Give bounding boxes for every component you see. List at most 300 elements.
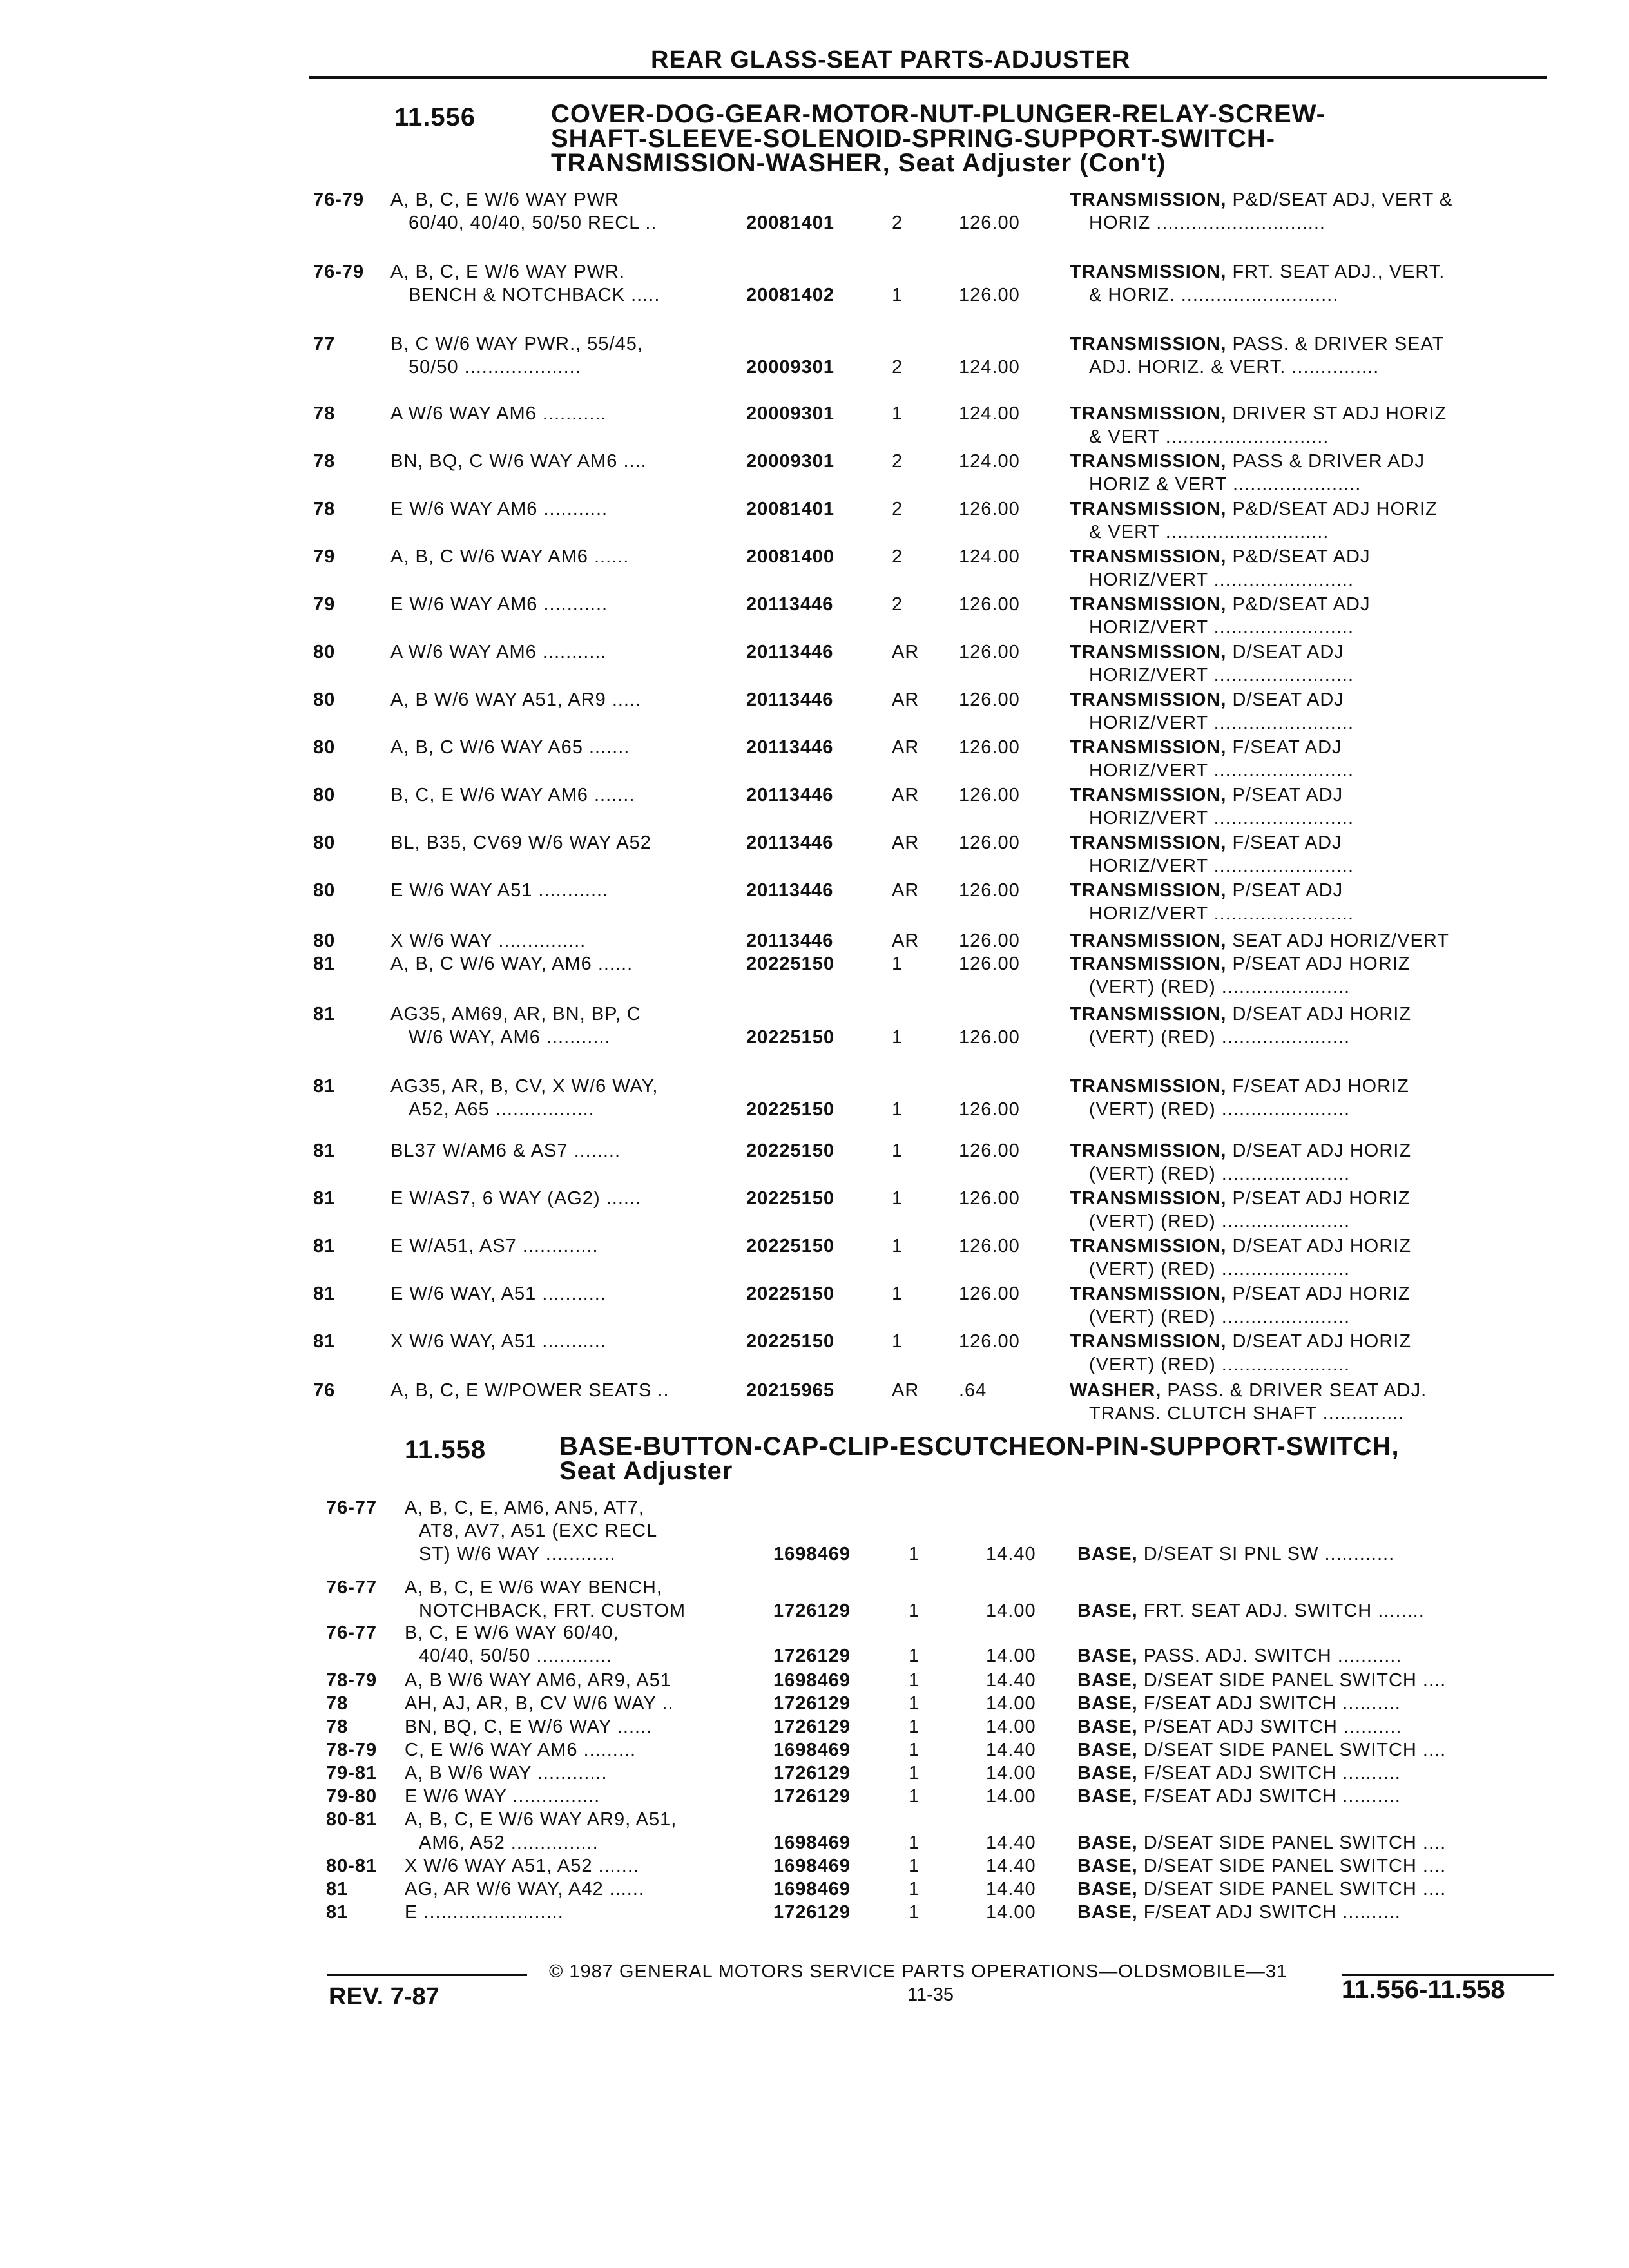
quantity: AR — [892, 1380, 920, 1401]
application: A, B, C, E W/6 WAY AR9, A51, — [405, 1809, 677, 1830]
application: E W/6 WAY, A51 ........... — [390, 1283, 606, 1304]
part-description — [1077, 1785, 1401, 1808]
model-year: 80 — [313, 642, 336, 662]
application: AG, AR W/6 WAY, A42 ...... — [405, 1879, 644, 1899]
part-name: TRANSMISSION, — [1070, 499, 1227, 519]
part-description-text: D/SEAT SIDE PANEL SWITCH .... — [1143, 1832, 1447, 1853]
application: A, B, C, E, AM6, AN5, AT7, — [405, 1497, 644, 1518]
model-year: 81 — [313, 1283, 336, 1304]
part-description — [1070, 640, 1344, 664]
part-description-text: SEAT ADJ HORIZ/VERT — [1232, 930, 1449, 951]
model-year: 81 — [326, 1902, 349, 1923]
application: BN, BQ, C W/6 WAY AM6 .... — [390, 451, 647, 472]
section-range: 11.556-11.558 — [1342, 1975, 1505, 2004]
part-description — [1070, 545, 1370, 568]
part-description-text: D/SEAT SI PNL SW ............ — [1143, 1544, 1395, 1564]
section-title-line: BASE-BUTTON-CAP-CLIP-ESCUTCHEON-PIN-SUPPORT-SWITCH, — [559, 1432, 1400, 1461]
price: 14.40 — [986, 1832, 1036, 1853]
model-year: 78 — [326, 1693, 349, 1714]
price: 14.00 — [986, 1600, 1036, 1621]
section-title-line: SHAFT-SLEEVE-SOLENOID-SPRING-SUPPORT-SWITCH- — [551, 124, 1276, 153]
model-year: 79 — [313, 546, 336, 567]
part-number: 1698469 — [773, 1832, 851, 1853]
section-number: 11.558 — [405, 1436, 487, 1464]
price: 126.00 — [959, 737, 1020, 758]
quantity: 1 — [909, 1716, 920, 1737]
part-description-cont: (VERT) (RED) ...................... — [1089, 1099, 1351, 1120]
part-name: TRANSMISSION, — [1070, 1331, 1227, 1352]
part-description-text: PASS. & DRIVER SEAT — [1232, 334, 1445, 354]
model-year: 80 — [313, 880, 336, 901]
part-name: WASHER, — [1070, 1380, 1162, 1401]
part-description-cont: HORIZ/VERT ........................ — [1089, 570, 1354, 590]
application: BN, BQ, C, E W/6 WAY ...... — [405, 1716, 653, 1737]
part-description-text: PASS. & DRIVER SEAT ADJ. — [1167, 1380, 1427, 1401]
part-number: 20225150 — [746, 1027, 835, 1048]
part-description — [1077, 1692, 1401, 1715]
part-description-cont: HORIZ/VERT ........................ — [1089, 856, 1354, 876]
part-description — [1070, 1379, 1427, 1402]
model-year: 81 — [313, 1076, 336, 1097]
part-name: TRANSMISSION, — [1070, 689, 1227, 710]
part-description — [1077, 1599, 1425, 1622]
part-description — [1070, 1235, 1411, 1258]
part-description-cont: HORIZ/VERT ........................ — [1089, 903, 1354, 924]
quantity: 1 — [892, 1283, 903, 1304]
model-year: 80-81 — [326, 1809, 378, 1830]
application-cont: 40/40, 50/50 ............. — [419, 1646, 613, 1666]
quantity: 1 — [892, 285, 903, 305]
application: B, C, E W/6 WAY 60/40, — [405, 1622, 619, 1643]
section-number: 11.556 — [394, 103, 476, 131]
quantity: 1 — [892, 1027, 903, 1048]
part-description-text: P&D/SEAT ADJ, VERT & — [1232, 189, 1453, 210]
price: 14.00 — [986, 1716, 1036, 1737]
quantity: 2 — [892, 213, 903, 233]
model-year: 79-81 — [326, 1763, 378, 1783]
part-description — [1070, 593, 1370, 616]
part-name: TRANSMISSION, — [1070, 546, 1227, 567]
model-year: 76-79 — [313, 189, 365, 210]
price: 14.00 — [986, 1786, 1036, 1807]
part-description-cont: (VERT) (RED) ...................... — [1089, 1027, 1351, 1048]
quantity: 1 — [892, 1099, 903, 1120]
application-cont: 60/40, 40/40, 50/50 RECL .. — [409, 213, 657, 233]
part-description-text: D/SEAT ADJ HORIZ — [1232, 1331, 1412, 1352]
part-description-text: P/SEAT ADJ — [1232, 785, 1344, 805]
quantity: 1 — [909, 1544, 920, 1564]
part-number: 20113446 — [746, 737, 834, 758]
part-name: BASE, — [1077, 1600, 1138, 1621]
part-description — [1070, 1282, 1410, 1305]
price: 126.00 — [959, 880, 1020, 901]
part-description-cont: HORIZ & VERT ...................... — [1089, 474, 1362, 495]
part-description-text: F/SEAT ADJ SWITCH .......... — [1143, 1786, 1401, 1807]
quantity: 1 — [909, 1902, 920, 1923]
part-number: 20081402 — [746, 285, 835, 305]
model-year: 76-77 — [326, 1577, 378, 1598]
quantity: 2 — [892, 357, 903, 378]
part-description-cont: HORIZ/VERT ........................ — [1089, 665, 1354, 686]
model-year: 81 — [313, 1004, 336, 1024]
quantity: 1 — [909, 1646, 920, 1666]
price: .64 — [959, 1380, 987, 1401]
price: 126.00 — [959, 1331, 1020, 1352]
application-cont: AM6, A52 ............... — [419, 1832, 599, 1853]
application: A, B, C, E W/6 WAY BENCH, — [405, 1577, 662, 1598]
part-description-text: D/SEAT ADJ HORIZ — [1232, 1004, 1412, 1024]
quantity: 1 — [892, 1236, 903, 1256]
part-number: 20009301 — [746, 451, 835, 472]
part-number: 20081401 — [746, 499, 835, 519]
part-description — [1077, 1738, 1446, 1762]
part-description — [1070, 450, 1425, 473]
part-name: BASE, — [1077, 1786, 1138, 1807]
model-year: 81 — [313, 1331, 336, 1352]
part-number: 20113446 — [746, 689, 834, 710]
price: 126.00 — [959, 285, 1020, 305]
part-name: BASE, — [1077, 1693, 1138, 1714]
page-title: REAR GLASS-SEAT PARTS-ADJUSTER — [651, 46, 1131, 73]
part-description — [1070, 1139, 1411, 1162]
application-cont: ST) W/6 WAY ............ — [419, 1544, 616, 1564]
section-title-line: Seat Adjuster — [559, 1457, 733, 1485]
quantity: AR — [892, 737, 920, 758]
part-description-text: P&D/SEAT ADJ — [1232, 546, 1371, 567]
part-name: BASE, — [1077, 1716, 1138, 1737]
application: X W/6 WAY, A51 ........... — [390, 1331, 606, 1352]
part-description-cont: ADJ. HORIZ. & VERT. ............... — [1089, 357, 1380, 378]
price: 126.00 — [959, 930, 1020, 951]
price: 14.00 — [986, 1646, 1036, 1666]
part-number: 20225150 — [746, 1188, 835, 1209]
part-name: TRANSMISSION, — [1070, 262, 1227, 282]
part-name: TRANSMISSION, — [1070, 1004, 1227, 1024]
application: E ........................ — [405, 1902, 564, 1923]
application: A W/6 WAY AM6 ........... — [390, 403, 607, 424]
quantity: 1 — [892, 1140, 903, 1161]
application: A, B W/6 WAY AM6, AR9, A51 — [405, 1670, 671, 1691]
application-cont: 50/50 .................... — [409, 357, 581, 378]
model-year: 81 — [313, 1236, 336, 1256]
part-number: 20225150 — [746, 1331, 835, 1352]
part-description-cont: & VERT ............................ — [1089, 427, 1329, 447]
application: BL, B35, CV69 W/6 WAY A52 — [390, 832, 651, 853]
application: A W/6 WAY AM6 ........... — [390, 642, 607, 662]
application: E W/AS7, 6 WAY (AG2) ...... — [390, 1188, 642, 1209]
part-name: BASE, — [1077, 1856, 1138, 1876]
application: A, B W/6 WAY ............ — [405, 1763, 608, 1783]
page-number: 11-35 — [907, 1984, 954, 2005]
section-title-line: TRANSMISSION-WASHER, Seat Adjuster (Con't) — [551, 149, 1166, 177]
quantity: 1 — [892, 403, 903, 424]
part-description — [1077, 1644, 1402, 1667]
part-description-cont: & HORIZ. ........................... — [1089, 285, 1339, 305]
part-name: BASE, — [1077, 1646, 1138, 1666]
part-number: 1726129 — [773, 1786, 851, 1807]
model-year: 79-80 — [326, 1786, 378, 1807]
revision: REV. 7-87 — [329, 1983, 439, 2010]
part-description-cont: HORIZ/VERT ........................ — [1089, 617, 1354, 638]
part-description-text: PASS. ADJ. SWITCH ........... — [1143, 1646, 1402, 1666]
model-year: 76-77 — [326, 1622, 378, 1643]
price: 124.00 — [959, 546, 1020, 567]
model-year: 78 — [313, 403, 336, 424]
model-year: 76-79 — [313, 262, 365, 282]
application: E W/A51, AS7 ............. — [390, 1236, 599, 1256]
part-number: 1726129 — [773, 1902, 851, 1923]
part-description-text: D/SEAT SIDE PANEL SWITCH .... — [1143, 1670, 1447, 1691]
part-description-text: F/SEAT ADJ HORIZ — [1232, 1076, 1409, 1097]
model-year: 78 — [326, 1716, 349, 1737]
part-number: 20081401 — [746, 213, 835, 233]
quantity: 1 — [892, 954, 903, 974]
part-description — [1077, 1854, 1446, 1878]
application-cont: W/6 WAY, AM6 ........... — [409, 1027, 611, 1048]
part-number: 1698469 — [773, 1740, 851, 1760]
part-name: BASE, — [1077, 1544, 1138, 1564]
part-description-text: F/SEAT ADJ — [1232, 737, 1342, 758]
part-description — [1077, 1762, 1401, 1785]
quantity: 1 — [909, 1670, 920, 1691]
part-description — [1070, 831, 1342, 854]
part-description-text: D/SEAT ADJ — [1232, 689, 1344, 710]
part-number: 1698469 — [773, 1544, 851, 1564]
quantity: 2 — [892, 546, 903, 567]
price: 126.00 — [959, 689, 1020, 710]
price: 14.40 — [986, 1856, 1036, 1876]
price: 126.00 — [959, 1236, 1020, 1256]
quantity: 1 — [909, 1832, 920, 1853]
part-description-text: DRIVER ST ADJ HORIZ — [1232, 403, 1447, 424]
part-description — [1070, 188, 1452, 211]
part-name: TRANSMISSION, — [1070, 334, 1227, 354]
model-year: 80 — [313, 930, 336, 951]
quantity: 2 — [892, 451, 903, 472]
part-description-text: D/SEAT ADJ HORIZ — [1232, 1236, 1412, 1256]
part-number: 20113446 — [746, 930, 834, 951]
part-description — [1070, 1075, 1409, 1098]
part-description — [1070, 497, 1438, 521]
part-description-cont: (VERT) (RED) ...................... — [1089, 977, 1351, 997]
quantity: 1 — [909, 1856, 920, 1876]
part-number: 20113446 — [746, 832, 834, 853]
application: E W/6 WAY A51 ............ — [390, 880, 609, 901]
application: AH, AJ, AR, B, CV W/6 WAY .. — [405, 1693, 674, 1714]
part-description — [1070, 1187, 1410, 1210]
model-year: 78 — [313, 499, 336, 519]
part-description-text: PASS & DRIVER ADJ — [1232, 451, 1425, 472]
part-name: TRANSMISSION, — [1070, 785, 1227, 805]
price: 126.00 — [959, 1140, 1020, 1161]
application: A, B, C W/6 WAY AM6 ...... — [390, 546, 630, 567]
part-name: TRANSMISSION, — [1070, 954, 1227, 974]
part-description-text: P/SEAT ADJ — [1232, 880, 1344, 901]
application: A, B, C W/6 WAY, AM6 ...... — [390, 954, 633, 974]
part-description-text: F/SEAT ADJ — [1232, 832, 1342, 853]
price: 126.00 — [959, 1188, 1020, 1209]
application-cont: BENCH & NOTCHBACK ..... — [409, 285, 660, 305]
model-year: 80 — [313, 785, 336, 805]
part-number: 20225150 — [746, 1236, 835, 1256]
part-number: 1726129 — [773, 1600, 851, 1621]
quantity: 1 — [909, 1879, 920, 1899]
application: A, B W/6 WAY A51, AR9 ..... — [390, 689, 642, 710]
price: 126.00 — [959, 1027, 1020, 1048]
model-year: 80 — [313, 832, 336, 853]
price: 126.00 — [959, 832, 1020, 853]
part-number: 20225150 — [746, 954, 835, 974]
application: A, B, C, E W/6 WAY PWR. — [390, 262, 626, 282]
part-description-text: D/SEAT SIDE PANEL SWITCH .... — [1143, 1856, 1447, 1876]
part-name: BASE, — [1077, 1763, 1138, 1783]
quantity: AR — [892, 642, 920, 662]
part-number: 20113446 — [746, 642, 834, 662]
application-cont: NOTCHBACK, FRT. CUSTOM — [419, 1600, 686, 1621]
part-description-cont: & VERT ............................ — [1089, 522, 1329, 543]
part-description-text: F/SEAT ADJ SWITCH .......... — [1143, 1763, 1401, 1783]
model-year: 81 — [313, 1140, 336, 1161]
part-description — [1077, 1715, 1402, 1738]
part-description-text: P/SEAT ADJ HORIZ — [1232, 954, 1411, 974]
part-number: 20225150 — [746, 1140, 835, 1161]
price: 14.40 — [986, 1670, 1036, 1691]
part-name: TRANSMISSION, — [1070, 832, 1227, 853]
quantity: 1 — [909, 1786, 920, 1807]
copyright: © 1987 GENERAL MOTORS SERVICE PARTS OPERATIONS—OLDSMOBILE—31 — [549, 1961, 1288, 1982]
application: A, B, C, E W/6 WAY PWR — [390, 189, 620, 210]
quantity: AR — [892, 832, 920, 853]
section-title-line: COVER-DOG-GEAR-MOTOR-NUT-PLUNGER-RELAY-SCREW- — [551, 100, 1325, 128]
part-number: 20113446 — [746, 594, 834, 615]
quantity: AR — [892, 930, 920, 951]
part-description-cont: HORIZ/VERT ........................ — [1089, 808, 1354, 829]
application: AG35, AR, B, CV, X W/6 WAY, — [390, 1076, 659, 1097]
part-name: BASE, — [1077, 1832, 1138, 1853]
application: X W/6 WAY A51, A52 ....... — [405, 1856, 639, 1876]
model-year: 80 — [313, 689, 336, 710]
part-name: BASE, — [1077, 1740, 1138, 1760]
part-description-text: FRT. SEAT ADJ., VERT. — [1232, 262, 1445, 282]
application: E W/6 WAY AM6 ........... — [390, 594, 608, 615]
part-name: BASE, — [1077, 1902, 1138, 1923]
footer-rule — [327, 1974, 527, 1976]
part-description-text: D/SEAT SIDE PANEL SWITCH .... — [1143, 1740, 1447, 1760]
part-name: BASE, — [1077, 1670, 1138, 1691]
part-description-text: D/SEAT ADJ HORIZ — [1232, 1140, 1412, 1161]
part-description — [1070, 879, 1343, 902]
application: X W/6 WAY ............... — [390, 930, 586, 951]
part-description-cont: (VERT) (RED) ...................... — [1089, 1259, 1351, 1280]
price: 126.00 — [959, 594, 1020, 615]
model-year: 76-77 — [326, 1497, 378, 1518]
quantity: 2 — [892, 594, 903, 615]
application: AG35, AM69, AR, BN, BP, C — [390, 1004, 641, 1024]
model-year: 78-79 — [326, 1670, 378, 1691]
application: B, C W/6 WAY PWR., 55/45, — [390, 334, 643, 354]
part-description-text: D/SEAT SIDE PANEL SWITCH .... — [1143, 1879, 1447, 1899]
part-name: TRANSMISSION, — [1070, 737, 1227, 758]
price: 14.40 — [986, 1879, 1036, 1899]
part-number: 1726129 — [773, 1693, 851, 1714]
part-description — [1070, 260, 1445, 284]
price: 124.00 — [959, 451, 1020, 472]
part-number: 1698469 — [773, 1879, 851, 1899]
part-description — [1070, 1003, 1411, 1026]
part-description-text: P/SEAT ADJ HORIZ — [1232, 1283, 1411, 1304]
price: 14.00 — [986, 1902, 1036, 1923]
part-name: TRANSMISSION, — [1070, 451, 1227, 472]
application: C, E W/6 WAY AM6 ......... — [405, 1740, 637, 1760]
part-description-cont: HORIZ/VERT ........................ — [1089, 760, 1354, 781]
part-name: TRANSMISSION, — [1070, 1283, 1227, 1304]
application: A, B, C, E W/POWER SEATS .. — [390, 1380, 670, 1401]
quantity: 1 — [892, 1188, 903, 1209]
price: 124.00 — [959, 357, 1020, 378]
price: 14.40 — [986, 1544, 1036, 1564]
application: B, C, E W/6 WAY AM6 ....... — [390, 785, 635, 805]
quantity: 2 — [892, 499, 903, 519]
part-description-cont: (VERT) (RED) ...................... — [1089, 1211, 1351, 1232]
model-year: 81 — [326, 1879, 349, 1899]
part-description-cont: TRANS. CLUTCH SHAFT .............. — [1089, 1403, 1405, 1424]
model-year: 81 — [313, 954, 336, 974]
application: A, B, C W/6 WAY A65 ....... — [390, 737, 630, 758]
quantity: 1 — [909, 1740, 920, 1760]
quantity: AR — [892, 689, 920, 710]
part-number: 20081400 — [746, 546, 835, 567]
part-name: BASE, — [1077, 1879, 1138, 1899]
part-number: 20113446 — [746, 880, 834, 901]
part-name: TRANSMISSION, — [1070, 1140, 1227, 1161]
part-number: 20225150 — [746, 1283, 835, 1304]
model-year: 80-81 — [326, 1856, 378, 1876]
part-description — [1070, 736, 1342, 759]
quantity: AR — [892, 785, 920, 805]
part-number: 20215965 — [746, 1380, 835, 1401]
part-description-text: F/SEAT ADJ SWITCH .......... — [1143, 1902, 1401, 1923]
price: 14.00 — [986, 1763, 1036, 1783]
price: 14.40 — [986, 1740, 1036, 1760]
part-description — [1077, 1542, 1394, 1566]
price: 126.00 — [959, 1099, 1020, 1120]
application: BL37 W/AM6 & AS7 ........ — [390, 1140, 621, 1161]
part-name: TRANSMISSION, — [1070, 1188, 1227, 1209]
part-number: 20225150 — [746, 1099, 835, 1120]
model-year: 76 — [313, 1380, 336, 1401]
part-description-text: F/SEAT ADJ SWITCH .......... — [1143, 1693, 1401, 1714]
price: 14.00 — [986, 1693, 1036, 1714]
part-description-text: FRT. SEAT ADJ. SWITCH ........ — [1143, 1600, 1425, 1621]
model-year: 78 — [313, 451, 336, 472]
part-description — [1070, 783, 1343, 807]
quantity: AR — [892, 880, 920, 901]
part-description-cont: (VERT) (RED) ...................... — [1089, 1307, 1351, 1327]
part-description — [1077, 1901, 1401, 1924]
part-description — [1070, 688, 1344, 711]
price: 126.00 — [959, 785, 1020, 805]
model-year: 80 — [313, 737, 336, 758]
price: 126.00 — [959, 1283, 1020, 1304]
part-description — [1077, 1878, 1446, 1901]
application: E W/6 WAY AM6 ........... — [390, 499, 608, 519]
part-description — [1070, 1330, 1411, 1353]
part-name: TRANSMISSION, — [1070, 403, 1227, 424]
part-description-cont: (VERT) (RED) ...................... — [1089, 1164, 1351, 1184]
part-description-text: P/SEAT ADJ HORIZ — [1232, 1188, 1411, 1209]
quantity: 1 — [909, 1600, 920, 1621]
quantity: 1 — [909, 1763, 920, 1783]
